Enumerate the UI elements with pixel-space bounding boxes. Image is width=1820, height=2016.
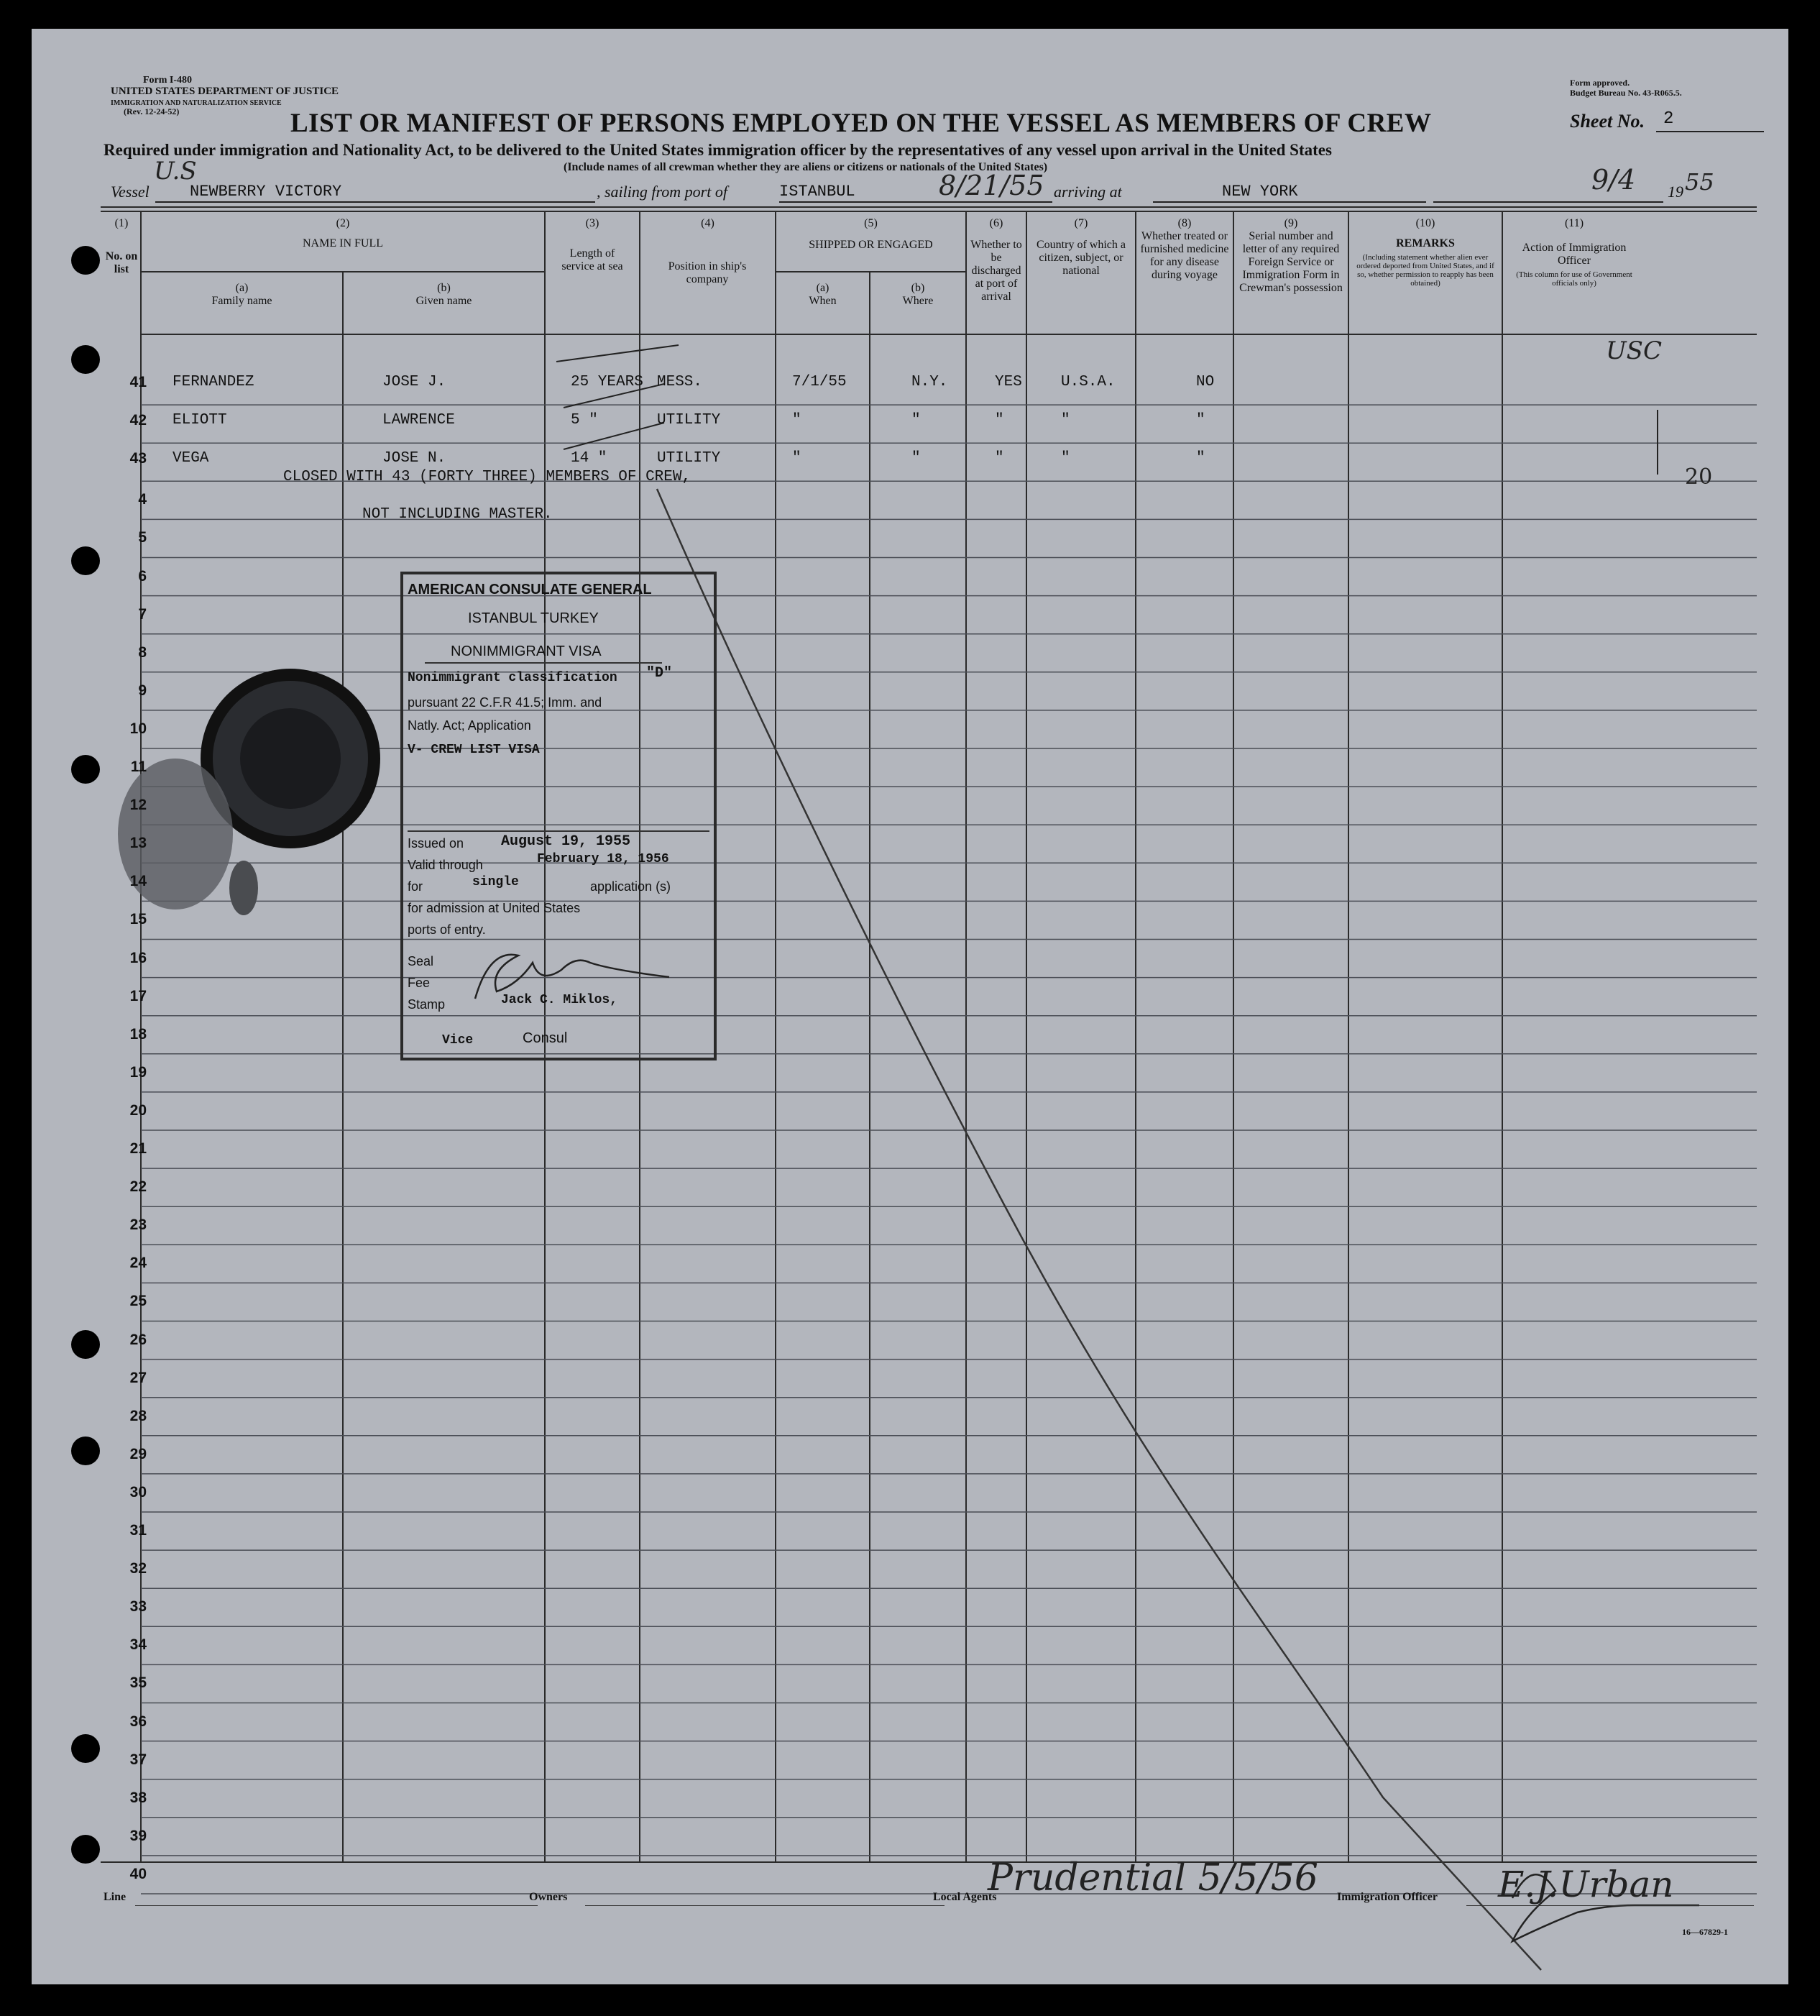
stamp-ports: ports of entry. [408, 922, 486, 937]
stamp-city: ISTANBUL TURKEY [468, 610, 599, 626]
col10-number: (10) [1415, 217, 1435, 229]
agents-signature: Prudential 5/5/56 [988, 1856, 1318, 1900]
row-number: 39 [129, 1827, 147, 1844]
cell-given: LAWRENCE [382, 412, 455, 429]
sailing-date-handwritten: 8/21/55 [939, 170, 1044, 201]
row-number: 30 [129, 1483, 147, 1500]
cell-where: N.Y. [911, 374, 948, 390]
consul-signature [446, 941, 676, 1006]
stamp-seal-label: Seal [408, 954, 434, 968]
punch-hole [71, 755, 100, 784]
vessel-name: NEWBERRY VICTORY [190, 183, 342, 201]
footer-agents-label: Local Agents [933, 1891, 997, 1903]
row-number: 11 [130, 759, 147, 775]
row-number: 28 [129, 1407, 147, 1424]
stamp-vice: Vice [442, 1033, 474, 1048]
footer-owners-label: Owners [529, 1891, 568, 1903]
col8-header: Whether treated or furnished medicine for any disease during voyage [1140, 230, 1229, 281]
stamp-fee-label: Fee [408, 976, 431, 990]
arrival-port: NEW YORK [1222, 183, 1298, 201]
col10-header: REMARKS [1396, 237, 1455, 249]
row-number: 43 [129, 450, 147, 467]
cell-family: FERNANDEZ [173, 374, 254, 390]
department: UNITED STATES DEPARTMENT OF JUSTICE [111, 86, 339, 97]
col2-number: (2) [336, 217, 350, 229]
punch-hole [71, 546, 100, 575]
revision: (Rev. 12-24-52) [124, 106, 180, 116]
col2b-number: (b) [437, 282, 451, 294]
col11-header: Action of Immigration Officer [1522, 242, 1627, 267]
cell-discharged: " [995, 450, 1004, 467]
cell-service: 14 " [571, 450, 607, 467]
col5a-header: When [809, 295, 837, 307]
vessel-prefix-handwritten: U.S [154, 157, 197, 185]
row-number: 4 [138, 491, 147, 508]
row-number: 14 [129, 873, 147, 890]
row-number: 13 [129, 835, 147, 852]
punch-hole [71, 1734, 100, 1763]
cell-where: " [911, 450, 921, 467]
col7-header: Country of which a citizen, subject, or national [1037, 239, 1126, 277]
row-number: 5 [138, 529, 147, 546]
cell-when: " [792, 412, 801, 429]
col3-header: Length of service at sea [561, 247, 623, 272]
stamp-consul: Consul [523, 1030, 568, 1046]
owners-underline [585, 1905, 945, 1906]
row-number: 33 [129, 1598, 147, 1616]
pencil-cancel-line [657, 489, 1541, 1970]
col4-header: Position in ship's company [668, 260, 747, 285]
col11-note: (This column for use of Government officials only) [1516, 270, 1632, 288]
col5b-header: Where [902, 295, 934, 307]
manifest-page [32, 29, 1788, 1984]
cell-where: " [911, 412, 921, 429]
cell-service: 5 " [571, 412, 598, 429]
consulate-visa-stamp [400, 572, 717, 1060]
col11-number: (11) [1564, 217, 1584, 229]
col10-note: (Including statement whether alien ever ordered deported from United States, and if so, whether permission to reapply has been obtained) [1356, 253, 1494, 288]
col7-number: (7) [1074, 217, 1088, 229]
row-number: 7 [138, 605, 147, 623]
col5b-number: (b) [911, 282, 925, 294]
row-number: 23 [129, 1217, 147, 1234]
stamp-classification: Nonimmigrant classification [408, 671, 617, 685]
row-number: 34 [129, 1636, 147, 1654]
footer-line-label: Line [104, 1891, 127, 1903]
row-number: 32 [129, 1560, 147, 1577]
sailing-label: , sailing from port of [597, 183, 727, 201]
departure-port: ISTANBUL [779, 183, 855, 201]
col9-header: Serial number and letter of any required Foreign Service or Immigration Form in Crewman's possession [1239, 230, 1343, 294]
line-underline [135, 1905, 538, 1906]
row-number: 31 [129, 1522, 147, 1539]
punch-hole [71, 345, 100, 374]
service: IMMIGRATION AND NATURALIZATION SERVICE [111, 99, 282, 107]
col2-header: NAME IN FULL [303, 237, 383, 249]
arrival-date-handwritten: 9/4 [1591, 164, 1636, 196]
officer-signature: E.J.Urban [1498, 1864, 1674, 1905]
budget-bureau: Budget Bureau No. 43-R065.5. [1570, 88, 1682, 98]
row-number: 22 [129, 1178, 147, 1196]
col9-number: (9) [1284, 217, 1298, 229]
punch-hole [71, 246, 100, 275]
seal-smudge [229, 861, 258, 915]
cell-medicine: NO [1196, 374, 1215, 390]
cell-family: VEGA [173, 450, 209, 467]
cell-country: U.S.A. [1061, 374, 1116, 390]
vessel-label: Vessel [111, 183, 150, 201]
closed-note: CLOSED WITH 43 (FORTY THREE) MEMBERS OF CREW, [283, 469, 691, 485]
cell-discharged: YES [995, 374, 1022, 390]
row-number: 10 [129, 720, 147, 737]
year-prefix: 19 [1668, 183, 1683, 201]
row-number: 9 [138, 682, 147, 699]
cell-position: MESS. [657, 374, 703, 390]
cell-country: " [1061, 450, 1070, 467]
stamp-class-code: "D" [646, 665, 673, 682]
row-number: 17 [129, 987, 147, 1004]
punch-hole [71, 1437, 100, 1465]
stamp-issued-date: August 19, 1955 [501, 833, 631, 850]
sheet-number: 2 [1663, 109, 1674, 129]
col5a-number: (a) [816, 282, 829, 294]
cell-service: 25 YEARS [571, 374, 643, 390]
row-number: 16 [129, 949, 147, 966]
stamp-for-label: for [408, 879, 423, 894]
usc-annotation: USC [1606, 336, 1662, 365]
row-number: 24 [129, 1255, 147, 1272]
stamp-application: application (s) [590, 879, 671, 894]
cell-position: UTILITY [657, 450, 721, 467]
stamp-rule [408, 830, 709, 832]
stamp-valid-date: February 18, 1956 [537, 852, 669, 866]
stamp-pursuant: pursuant 22 C.F.R 41.5; Imm. and [408, 695, 602, 710]
print-code: 16—67829-1 [1682, 1927, 1728, 1937]
cell-country: " [1061, 412, 1070, 429]
cell-medicine: " [1196, 412, 1205, 429]
cell-medicine: " [1196, 450, 1205, 467]
officer-underline [1466, 1905, 1754, 1906]
stamp-visa-class: V- CREW LIST VISA [408, 743, 540, 757]
cell-position: UTILITY [657, 412, 721, 429]
row-number: 15 [129, 911, 147, 928]
stamp-visa-type: NONIMMIGRANT VISA [451, 643, 602, 659]
footer-officer-label: Immigration Officer [1337, 1891, 1438, 1903]
col4-number: (4) [701, 217, 714, 229]
row-number: 20 [129, 1101, 147, 1119]
count-annotation: 20 [1685, 464, 1713, 490]
stamp-act: Natly. Act; Application [408, 718, 531, 733]
stamp-rule [425, 662, 662, 664]
sheet-label: Sheet No. [1570, 111, 1645, 132]
col6-number: (6) [989, 217, 1003, 229]
cell-family: ELIOTT [173, 412, 227, 429]
row-number: 8 [138, 643, 147, 661]
cell-when: " [792, 450, 801, 467]
stamp-signer: Jack C. Miklos, [501, 993, 618, 1007]
row-number: 6 [138, 567, 147, 585]
stamp-consulate: AMERICAN CONSULATE GENERAL [408, 582, 652, 597]
col8-number: (8) [1177, 217, 1192, 229]
arriving-label: arriving at [1054, 183, 1122, 201]
row-number: 19 [129, 1063, 147, 1081]
row-number: 36 [129, 1713, 147, 1730]
row-number: 26 [129, 1331, 147, 1348]
col5-number: (5) [864, 217, 878, 229]
row-number: 29 [129, 1445, 147, 1462]
col2a-number: (a) [235, 282, 249, 294]
col2b-header: Given name [415, 295, 472, 307]
cell-discharged: " [995, 412, 1004, 429]
row-number: 38 [129, 1789, 147, 1806]
col5-header: SHIPPED OR ENGAGED [809, 239, 933, 251]
form-approved: Form approved. [1570, 78, 1630, 88]
col6-header: Whether to be discharged at port of arrival [970, 239, 1022, 303]
row-number: 12 [129, 797, 147, 814]
row-number: 35 [129, 1674, 147, 1692]
stamp-issued-label: Issued on [408, 836, 464, 851]
stamp-stamp-label: Stamp [408, 997, 446, 1012]
stamp-valid-label: Valid through [408, 858, 483, 872]
not-including-note: NOT INCLUDING MASTER. [362, 506, 553, 523]
stamp-admission: for admission at United States [408, 901, 581, 915]
row-number: 40 [129, 1865, 147, 1882]
row-number: 21 [129, 1140, 147, 1157]
col1-number: (1) [114, 217, 129, 229]
form-subtitle: Required under immigration and Nationality Act, to be delivered to the United States immigration officer by the representatives of any vessel upon arrival in the United States [104, 141, 1332, 159]
row-number: 18 [129, 1025, 147, 1043]
manifest-grid [32, 29, 1788, 1984]
col3-number: (3) [585, 217, 599, 229]
punch-hole [71, 1330, 100, 1359]
cell-when: 7/1/55 [792, 374, 847, 390]
form-subnote: (Include names of all crewman whether they are aliens or citizens or nationals of the United States) [564, 161, 1048, 173]
row-number: 41 [129, 374, 147, 390]
year-handwritten: 55 [1685, 168, 1714, 196]
strike-mark [556, 345, 679, 362]
col1-header: No. on list [105, 250, 138, 275]
row-number: 37 [129, 1751, 147, 1768]
cell-given: JOSE N. [382, 450, 446, 467]
row-number: 27 [129, 1369, 147, 1386]
form-number: Form I-480 [143, 75, 193, 86]
row-number: 42 [129, 412, 147, 429]
col2a-header: Family name [211, 295, 272, 307]
form-title: LIST OR MANIFEST OF PERSONS EMPLOYED ON THE VESSEL AS MEMBERS OF CREW [290, 109, 1432, 138]
row-number: 25 [129, 1293, 147, 1310]
cell-given: JOSE J. [382, 374, 446, 390]
punch-hole [71, 1835, 100, 1864]
stamp-single: single [472, 875, 519, 889]
